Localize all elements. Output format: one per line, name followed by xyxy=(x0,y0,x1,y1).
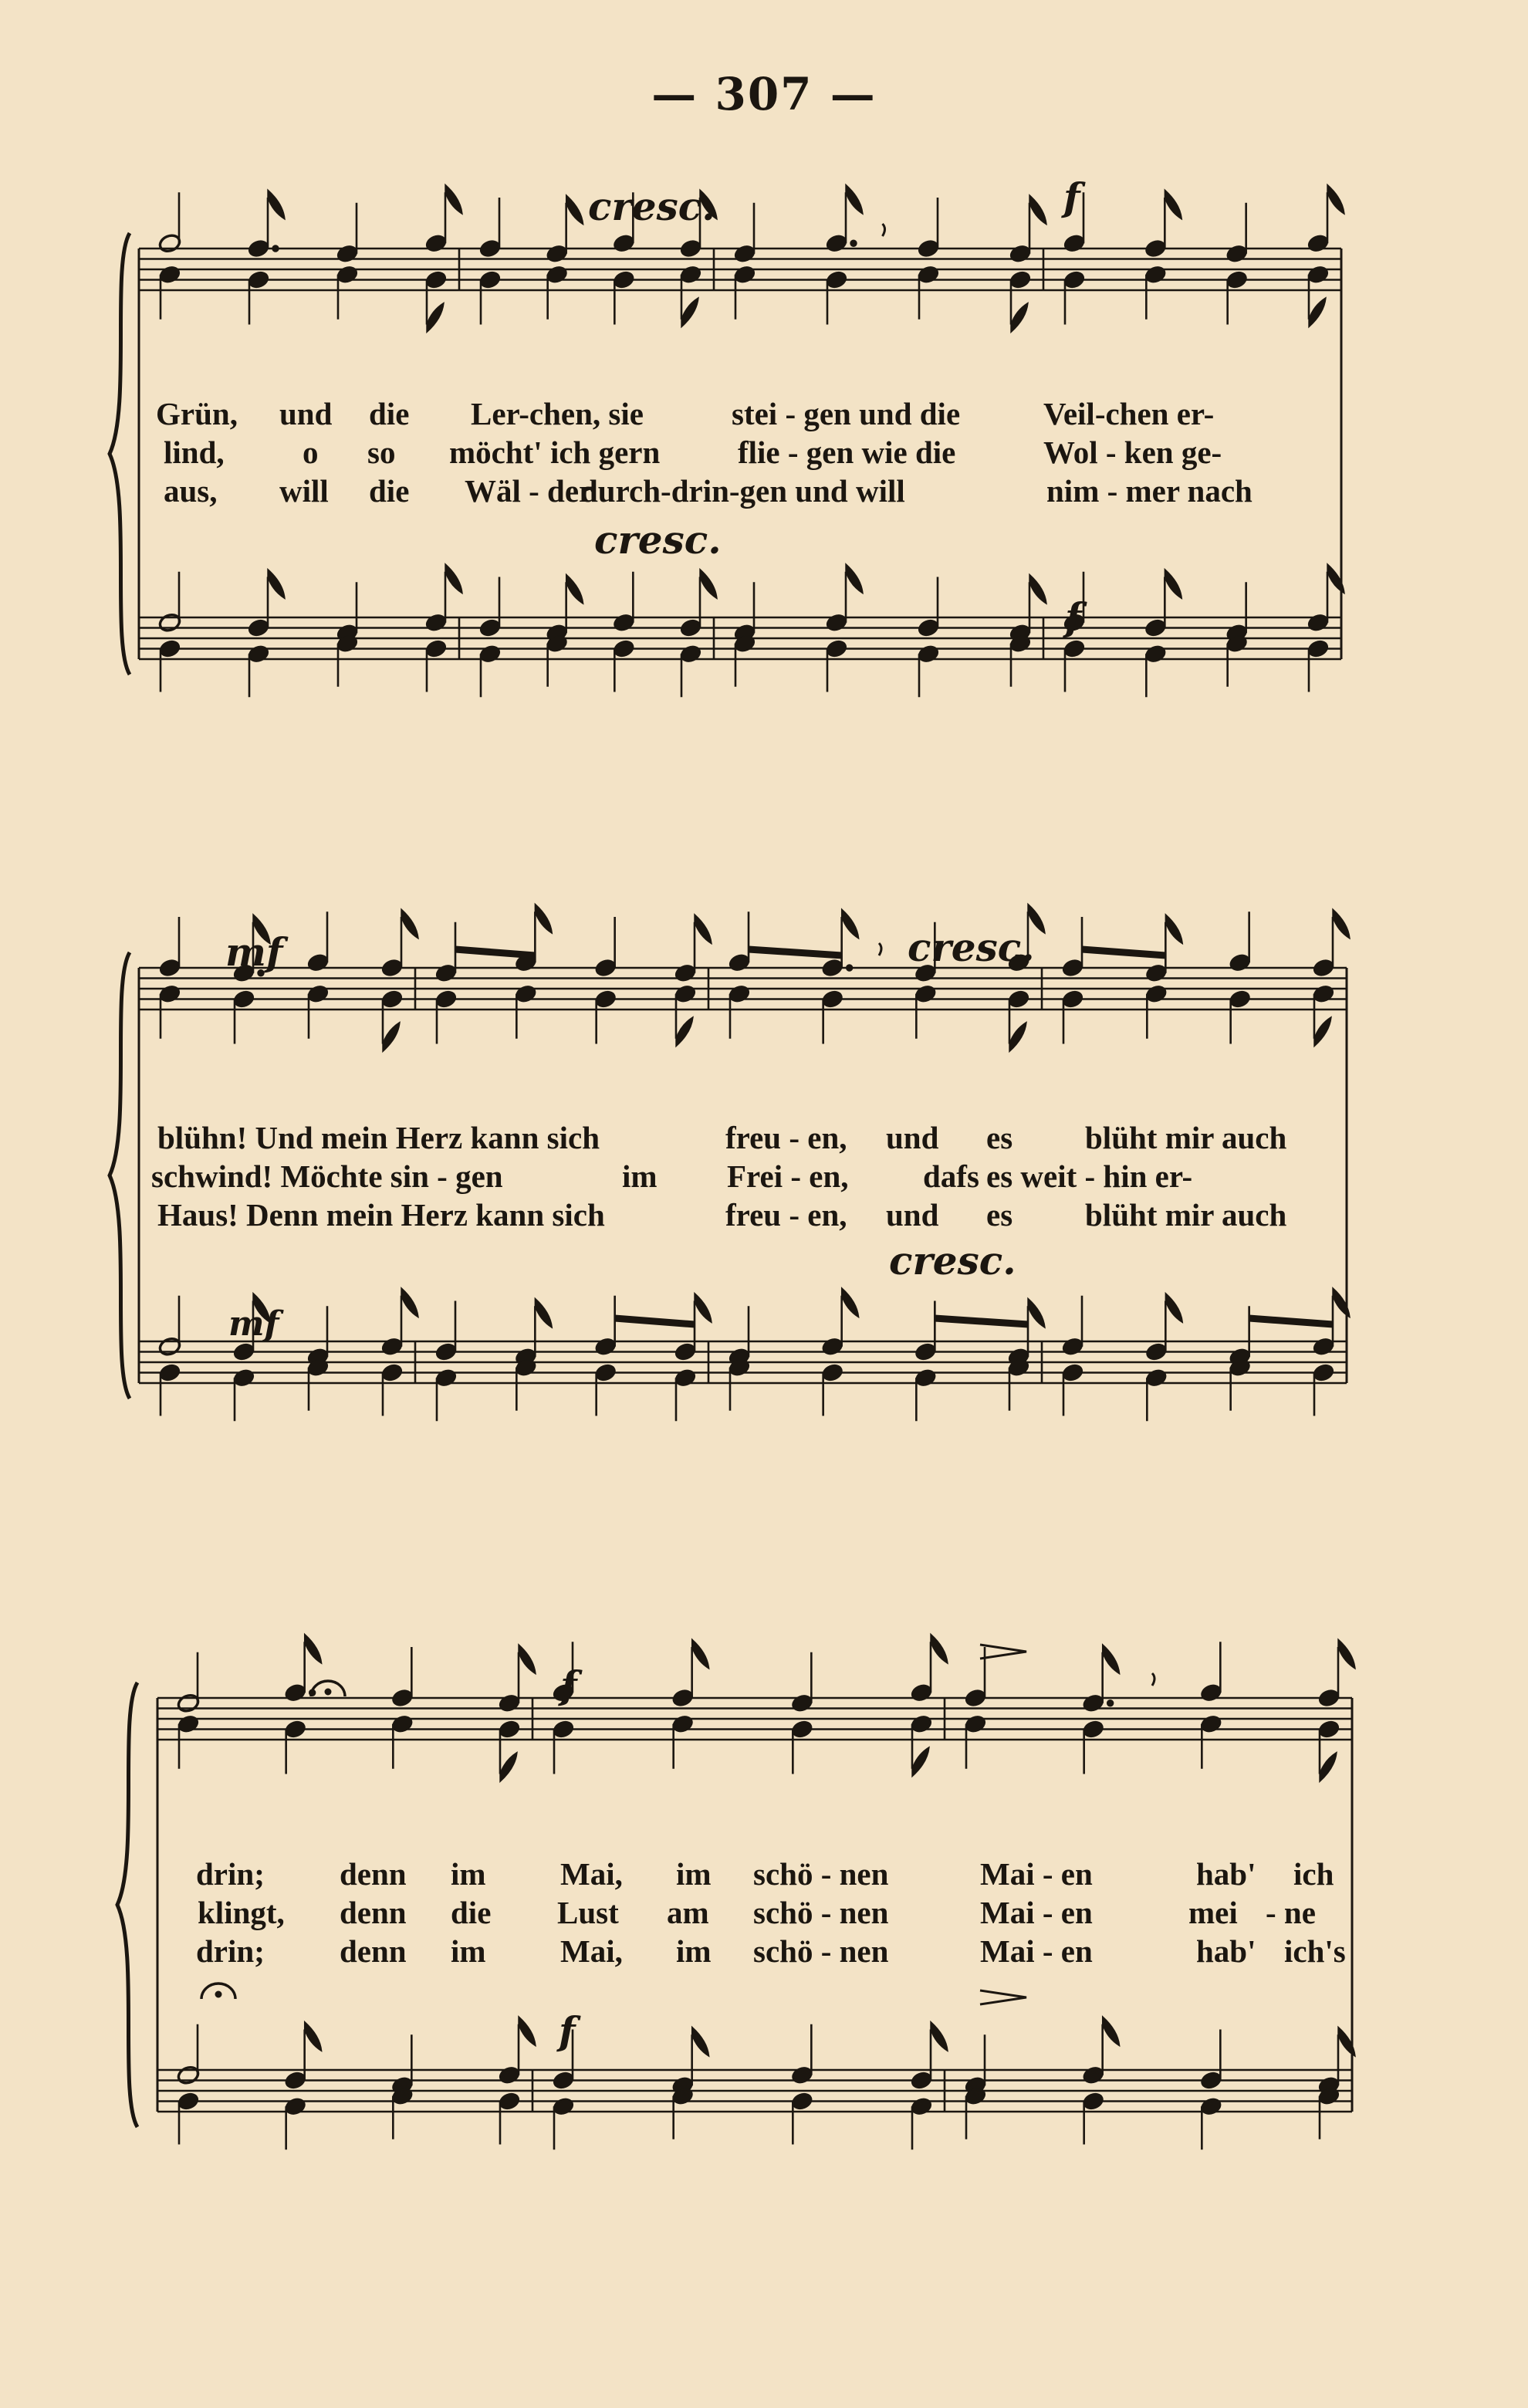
fermata-dot xyxy=(215,1991,221,1997)
note-flag xyxy=(535,904,552,933)
note-flag xyxy=(1103,1645,1120,1674)
note-flag xyxy=(846,184,863,214)
lyric: es weit - hin er- xyxy=(986,1158,1193,1194)
note-flag xyxy=(305,1634,322,1663)
breath-mark xyxy=(879,943,881,955)
lyric: Mai, xyxy=(560,1856,623,1892)
forte-marking: f xyxy=(559,2008,576,2054)
lyric: die xyxy=(451,1895,492,1930)
note-flag xyxy=(1103,2017,1120,2046)
lyric: Wäl - der xyxy=(465,473,593,509)
note-flag xyxy=(1309,298,1326,327)
fermata-dot xyxy=(325,1689,331,1695)
system-brace xyxy=(117,1683,137,2127)
lyric: freu - en, xyxy=(725,1197,847,1233)
augmentation-dot xyxy=(272,245,279,252)
lyric: im xyxy=(451,1856,486,1892)
note-flag xyxy=(1165,190,1181,219)
accent xyxy=(980,1990,1026,2004)
note-flag xyxy=(1320,1753,1337,1782)
note-flag xyxy=(1029,195,1046,225)
lyric: im xyxy=(676,1856,712,1892)
lyric: schö - nen xyxy=(753,1856,889,1892)
note-flag xyxy=(445,564,462,594)
note-flag xyxy=(912,1747,929,1777)
lyric: Lust xyxy=(557,1895,619,1930)
forte-marking: f xyxy=(560,1662,577,1708)
breath-mark xyxy=(883,224,885,236)
note-flag xyxy=(681,298,698,327)
lyric: blüht mir auch xyxy=(1085,1120,1287,1155)
note-flag xyxy=(268,190,285,219)
note-flag xyxy=(846,564,863,594)
note-flag xyxy=(692,1639,709,1669)
lyric: und xyxy=(886,1120,939,1155)
note-flag xyxy=(519,1645,536,1674)
note-flag xyxy=(676,1017,693,1047)
cresc-marking: cresc. xyxy=(588,184,715,229)
lyric: flie - gen wie die xyxy=(738,435,956,470)
cresc-marking: cresc. xyxy=(908,925,1035,970)
note-flag xyxy=(1165,1294,1182,1323)
lyric: drin; xyxy=(196,1933,265,1969)
lyric: klingt, xyxy=(198,1895,285,1930)
lyric: Mai - en xyxy=(980,1895,1093,1930)
note-flag xyxy=(1333,909,1350,939)
note-flag xyxy=(1028,1298,1045,1327)
lyric: will xyxy=(279,473,329,509)
lyric: Haus! Denn mein Herz kann sich xyxy=(157,1197,605,1233)
augmentation-dot xyxy=(1107,1700,1113,1706)
note-flag xyxy=(1029,574,1046,604)
lyric: blüht mir auch xyxy=(1085,1197,1287,1233)
lyric: möcht' ich gern xyxy=(449,435,661,470)
note-flag xyxy=(383,1023,400,1052)
lyric: stei - gen und die xyxy=(732,396,961,431)
cresc-marking: cresc. xyxy=(594,517,722,563)
note-flag xyxy=(931,1634,948,1663)
lyric: ich's xyxy=(1284,1933,1346,1969)
note-flag xyxy=(700,570,717,599)
note-flag xyxy=(695,915,712,944)
lyric: und xyxy=(886,1197,939,1233)
note-beam xyxy=(935,1315,1028,1327)
accent xyxy=(980,1645,1026,1659)
note-flag xyxy=(1009,1023,1026,1052)
note-flag xyxy=(1165,915,1182,944)
lyric: hab' xyxy=(1196,1856,1256,1892)
lyric: Mai - en xyxy=(980,1933,1093,1969)
mf-marking: mf xyxy=(225,929,283,975)
note-flag xyxy=(931,2022,948,2051)
lyric: es xyxy=(986,1120,1013,1155)
lyric: drin; xyxy=(196,1856,265,1892)
lyric: im xyxy=(451,1933,486,1969)
lyric: Frei - en, xyxy=(727,1158,849,1194)
lyric: Grün, xyxy=(156,396,238,431)
note-beam xyxy=(749,946,842,959)
page-number: — 307 — xyxy=(651,68,877,120)
note-flag xyxy=(535,1298,552,1327)
lyric: schwind! Möchte sin - gen xyxy=(151,1158,503,1194)
lyric: denn xyxy=(340,1895,407,1930)
note-beam xyxy=(1082,946,1165,959)
lyric: schö - nen xyxy=(753,1933,889,1969)
note-flag xyxy=(427,303,444,333)
note-flag xyxy=(401,1288,418,1317)
cresc-marking: cresc. xyxy=(889,1238,1016,1283)
lyric: im xyxy=(676,1933,712,1969)
note-flag xyxy=(1314,1017,1331,1047)
note-flag xyxy=(566,195,583,225)
lyric: so xyxy=(367,435,396,470)
note-flag xyxy=(445,184,462,214)
augmentation-dot xyxy=(850,240,857,246)
lyric: die xyxy=(369,396,410,431)
lyric: Wol - ken ge- xyxy=(1043,435,1222,470)
lyric: lind, xyxy=(164,435,225,470)
lyric: Mai - en xyxy=(980,1856,1093,1892)
lyric: nim - mer nach xyxy=(1046,473,1252,509)
note-flag xyxy=(1011,303,1028,333)
system-brace xyxy=(110,233,130,675)
note-flag xyxy=(566,574,583,604)
note-beam xyxy=(1249,1315,1333,1327)
lyric: denn xyxy=(340,1856,407,1892)
lyric: aus, xyxy=(164,473,218,509)
forte-marking: f xyxy=(1063,174,1080,220)
lyric: freu - en, xyxy=(725,1120,847,1155)
breath-mark xyxy=(1152,1673,1154,1686)
lyric: und xyxy=(279,396,333,431)
lyric: Mai, xyxy=(560,1933,623,1969)
lyric: die xyxy=(369,473,410,509)
lyric: blühn! Und mein Herz kann sich xyxy=(157,1120,600,1155)
lyric: hab' xyxy=(1196,1933,1256,1969)
note-flag xyxy=(519,2017,536,2046)
note-flag xyxy=(500,1753,517,1782)
lyric: am xyxy=(667,1895,709,1930)
lyric: schö - nen xyxy=(753,1895,889,1930)
lyric: Veil-chen er- xyxy=(1043,396,1215,431)
note-flag xyxy=(268,570,285,599)
note-flag xyxy=(842,1288,859,1317)
lyric: mei xyxy=(1188,1895,1238,1930)
note-flag xyxy=(695,1294,712,1323)
lyric: dafs xyxy=(923,1158,979,1194)
lyric: ich xyxy=(1293,1856,1334,1892)
note-beam xyxy=(615,1315,695,1327)
note-flag xyxy=(692,2027,709,2056)
note-flag xyxy=(305,2022,322,2051)
lyric: denn xyxy=(340,1933,407,1969)
lyric: durch-drin-gen und will xyxy=(580,473,905,509)
lyric: Ler-chen, sie xyxy=(471,396,644,431)
note-flag xyxy=(1165,570,1181,599)
system-brace xyxy=(110,952,130,1398)
forte-marking: f xyxy=(1065,594,1082,640)
lyric: im xyxy=(622,1158,658,1194)
note-flag xyxy=(842,909,859,939)
lyric: - ne xyxy=(1266,1895,1316,1930)
note-beam xyxy=(455,946,535,959)
note-flag xyxy=(401,909,418,939)
note-flag xyxy=(1327,184,1344,214)
note-flag xyxy=(1338,1639,1355,1669)
augmentation-dot xyxy=(846,965,852,971)
lyric: o xyxy=(303,435,319,470)
mf-marking: mf xyxy=(228,1304,279,1344)
lyric: es xyxy=(986,1197,1013,1233)
